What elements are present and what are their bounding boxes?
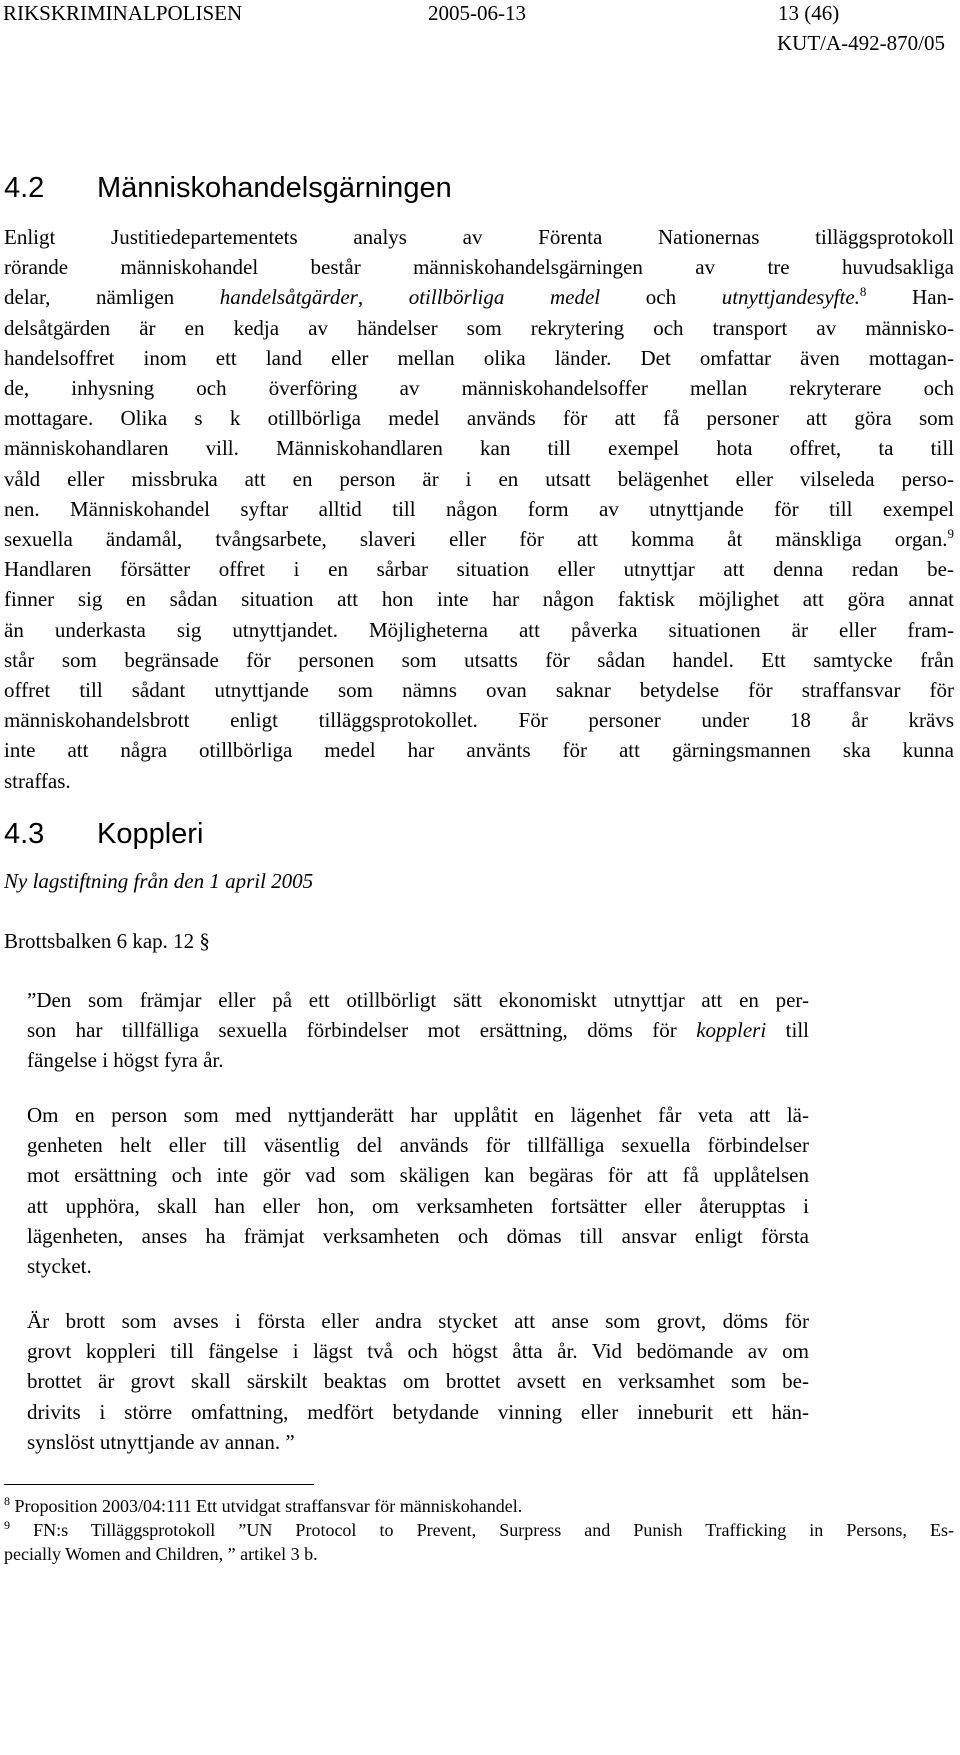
text-line: att upphöra, skall han eller hon, om verksamheten fortsätter eller återupptas i (27, 1193, 809, 1218)
text-line: ”Den som främjar eller på ett otillbörligt sätt ekonomiskt utnyttjar att en per- (27, 988, 809, 1012)
text-line: Handlaren försätter offret i en sårbar situation eller utnyttjar att denna redan be- (4, 557, 954, 582)
footnote-line: pecially Women and Children, ” artikel 3 b. (4, 1544, 318, 1564)
section-title: Koppleri (97, 818, 204, 850)
footnote-number: 8 (4, 1494, 10, 1508)
text-line: straffas. (4, 768, 71, 793)
header-organization: RIKSKRIMINALPOLISEN (3, 1, 243, 25)
footnote-9 (4, 1518, 954, 1566)
footnote-ref-8[interactable]: 8 (859, 284, 867, 300)
footnote-text: FN:s Tilläggsprotokoll ”UN Protocol to Prevent, Surpress and Punish Trafficking in Persons, Es- (10, 1520, 954, 1540)
paragraph-4-2 (4, 222, 954, 796)
footnote-line (4, 1494, 954, 1518)
text-line: fängelse i högst fyra år. (27, 1048, 224, 1073)
header-page-number: 13 (46) (778, 1, 840, 25)
text-line: Är brott som avses i första eller andra stycket att anse som grovt, döms för (27, 1309, 809, 1333)
text-line: de, inhysning och överföring av människohandelsoffer mellan rekryterare och (4, 376, 954, 401)
law-reference-text: Brottsbalken 6 kap. 12 § (4, 929, 210, 953)
text-run: . (854, 285, 860, 310)
text-run: , (357, 285, 409, 310)
text-line (27, 1015, 809, 1045)
text-line: människohandelsbrott enligt tilläggsprotokollet. För personer under 18 år krävs (4, 708, 954, 733)
term-handelsatgarder: handelsåtgärder (219, 285, 358, 310)
text-run: och (600, 285, 722, 310)
text-line: människohandlaren vill. Människohandlaren kan till exempel hota offret, ta till (4, 436, 954, 461)
term-otillborliga-medel: otillbörliga medel (408, 285, 601, 310)
text-line (4, 524, 954, 554)
text-line: står som begränsade för personen som utsatts för sådan handel. Ett samtycke från (4, 647, 954, 672)
text-line: rörande människohandel består människohandelsgärningen av tre huvudsakliga (4, 255, 954, 280)
text-line: drivits i större omfattning, medfört betydande vinning eller inneburit ett hän- (27, 1399, 809, 1424)
section-heading-4-3 (4, 816, 203, 852)
text-line: Om en person som med nyttjanderätt har upplåtit en lägenhet får veta att lä- (27, 1103, 809, 1127)
text-run: Han- (866, 285, 955, 310)
footnote-number: 9 (4, 1518, 10, 1532)
text-line: inte att några otillbörliga medel har använts för att gärningsmannen ska kunna (4, 738, 954, 763)
text-line: än underkasta sig utnyttjandet. Möjligheterna att påverka situationen är eller fram- (4, 617, 954, 642)
text-line: synslöst utnyttjande av annan. ” (27, 1429, 295, 1454)
text-line: grovt koppleri till fängelse i lägst två och högst åtta år. Vid bedömande av om (27, 1339, 809, 1364)
footnote-line (4, 1518, 954, 1542)
text-run: till (766, 1018, 809, 1043)
footnote-ref-9[interactable]: 9 (947, 526, 954, 542)
text-line: offret till sådant utnyttjande som nämns ovan saknar betydelse för straffansvar för (4, 678, 954, 703)
quote-paragraph-1 (27, 985, 809, 1076)
footnote-text: Proposition 2003/04:111 Ett utvidgat straffansvar för människohandel. (10, 1496, 523, 1516)
text-line: delsåtgärden är en kedja av händelser som rekrytering och transport av människo- (4, 315, 954, 340)
header-reference: KUT/A-492-870/05 (777, 31, 945, 55)
text-run: son har tillfälliga sexuella förbindelser mot ersättning, döms för (27, 1018, 697, 1043)
text-line: mot ersättning och inte gör vad som skäligen kan begäras för att få upplåtelsen (27, 1163, 809, 1188)
subtitle-text: Ny lagstiftning från den 1 april 2005 (4, 869, 314, 893)
text-line (4, 282, 954, 312)
text-line: mottagare. Olika s k otillbörliga medel används för att få personer att göra som (4, 406, 954, 431)
text-line: brottet är grovt skall särskilt beaktas om brottet avsett en verksamhet som be- (27, 1369, 809, 1394)
text-line: Enligt Justitiedepartementets analys av Förenta Nationernas tilläggsprotokoll (4, 225, 954, 249)
text-line: handelsoffret inom ett land eller mellan olika länder. Det omfattar även mottagan- (4, 345, 954, 370)
section-number: 4.3 (4, 818, 45, 850)
term-koppleri: koppleri (696, 1018, 767, 1043)
section-heading-4-2 (4, 170, 452, 206)
footnote-8 (4, 1494, 954, 1518)
section-title: Människohandelsgärningen (97, 172, 452, 204)
text-line: stycket. (27, 1254, 92, 1279)
footnote-separator (4, 1484, 314, 1485)
section-number: 4.2 (4, 172, 45, 204)
quote-paragraph-2 (27, 1100, 809, 1281)
term-utnyttjandesyfte: utnyttjandesyfte (721, 285, 855, 310)
text-run: sexuella ändamål, tvångsarbete, slaveri eller för att komma åt mänskliga organ. (4, 527, 948, 552)
header-date: 2005-06-13 (428, 1, 526, 25)
text-line: nen. Människohandel syftar alltid till någon form av utnyttjande för till exempel (4, 496, 954, 521)
quote-paragraph-3 (27, 1306, 809, 1457)
text-line: finner sig en sådan situation att hon inte har någon faktisk möjlighet att göra annat (4, 587, 954, 612)
subtitle (4, 866, 954, 896)
law-reference (4, 926, 954, 956)
text-run: delar, nämligen (4, 285, 220, 310)
text-line: lägenheten, anses ha främjat verksamheten och dömas till ansvar enligt första (27, 1223, 809, 1248)
text-line: våld eller missbruka att en person är i en utsatt belägenhet eller vilseleda perso- (4, 466, 954, 491)
text-line: genheten helt eller till väsentlig del används för tillfälliga sexuella förbindelser (27, 1133, 809, 1158)
